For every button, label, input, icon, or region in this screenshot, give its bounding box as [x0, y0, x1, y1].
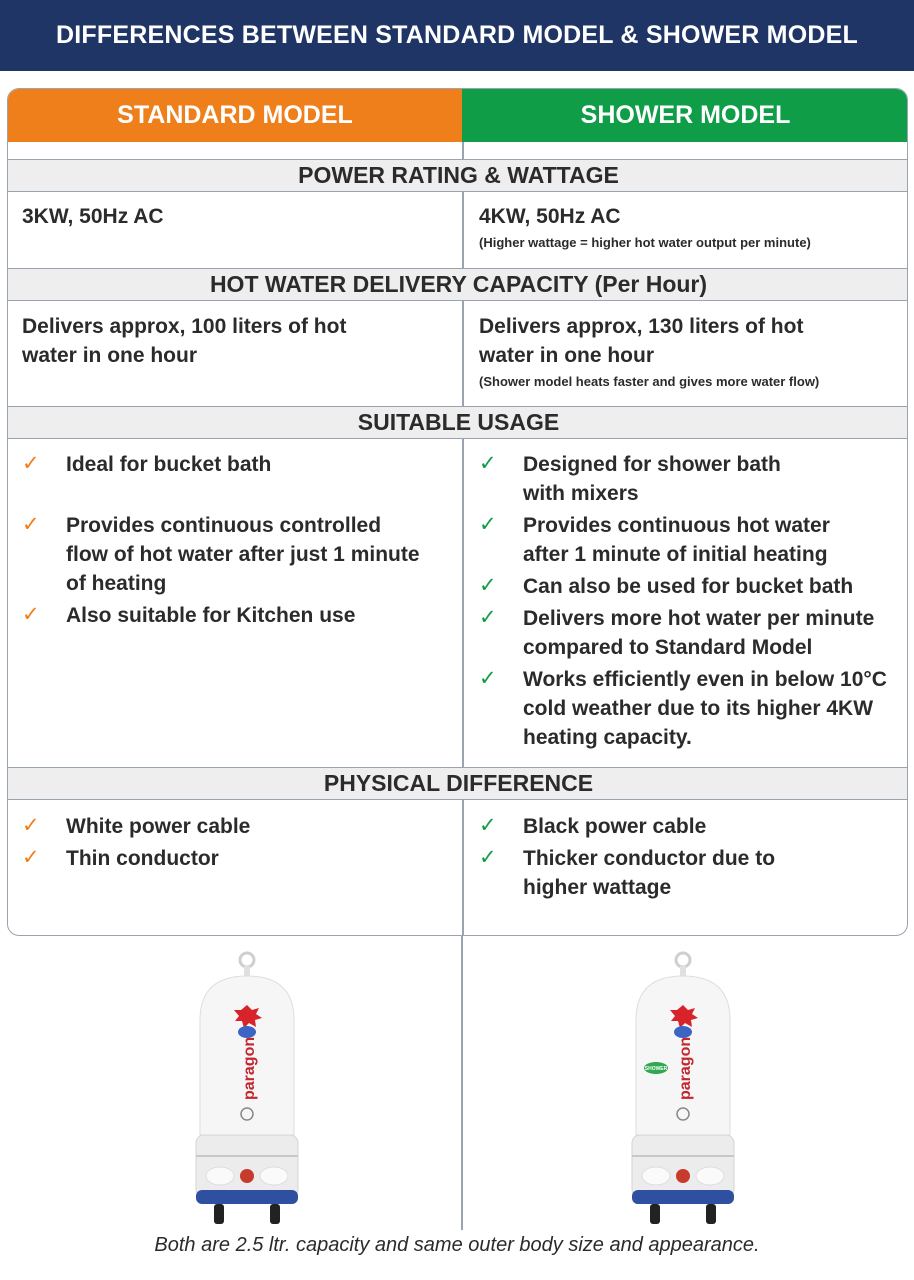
- item-text: Works efficiently even in below 10°C cold weather due to its higher 4KW heating capacity.: [523, 668, 887, 749]
- section-suitable-usage: [8, 406, 908, 439]
- item-text: Also suitable for Kitchen use: [66, 604, 356, 627]
- section-delivery-capacity: [8, 268, 908, 301]
- list-item: [479, 844, 799, 902]
- footer-caption: Both are 2.5 ltr. capacity and same outer body size and appearance.: [154, 1234, 760, 1256]
- shower-usage-list: [479, 450, 899, 752]
- item-text: Delivers more hot water per minute compared to Standard Model: [523, 607, 875, 659]
- list-item: [479, 604, 889, 662]
- check-icon: ✓: [479, 814, 497, 837]
- section-title: POWER RATING & WATTAGE: [298, 162, 619, 188]
- shower-heater-image: [628, 950, 738, 1230]
- check-icon: ✓: [479, 606, 497, 629]
- list-item: [479, 812, 899, 841]
- capacity-note: (Shower model heats faster and gives more water flow): [479, 374, 820, 389]
- shower-model-label: SHOWER MODEL: [580, 101, 791, 129]
- list-item: [22, 812, 454, 841]
- check-icon: ✓: [22, 814, 40, 837]
- check-icon: ✓: [22, 513, 40, 536]
- standard-capacity-value: [22, 312, 402, 370]
- shower-capacity-value: [479, 312, 859, 391]
- standard-usage-list: [22, 450, 454, 630]
- column-divider: [462, 301, 464, 407]
- check-icon: ✓: [479, 452, 497, 475]
- shower-model-header: [462, 89, 908, 142]
- list-item: [479, 450, 819, 508]
- shower-badge: SHOWER: [644, 1066, 668, 1072]
- check-icon: ✓: [22, 846, 40, 869]
- column-divider: [462, 800, 464, 936]
- standard-model-label: STANDARD MODEL: [117, 101, 353, 129]
- standard-model-header: [8, 89, 462, 142]
- check-icon: ✓: [479, 846, 497, 869]
- check-icon: ✓: [22, 452, 40, 475]
- image-column-divider: [461, 936, 463, 1230]
- power-note: (Higher wattage = higher hot water output per minute): [479, 235, 811, 250]
- item-text: Can also be used for bucket bath: [523, 575, 854, 598]
- item-text: Provides continuous hot water after 1 minute of initial heating: [523, 514, 830, 566]
- page-banner: [0, 0, 914, 71]
- section-power-rating: [8, 159, 908, 192]
- check-icon: ✓: [479, 667, 497, 690]
- page-title: DIFFERENCES BETWEEN STANDARD MODEL & SHOWER MODEL: [56, 21, 858, 49]
- section-title: HOT WATER DELIVERY CAPACITY (Per Hour): [209, 271, 708, 297]
- standard-power-value: [22, 202, 452, 231]
- item-text: Provides continuous controlled flow of hot water after just 1 minute of heating: [66, 514, 420, 595]
- check-icon: ✓: [479, 574, 497, 597]
- power-text: 3KW, 50Hz AC: [22, 205, 164, 228]
- shower-power-value: [479, 202, 899, 252]
- standard-physical-list: [22, 812, 454, 873]
- section-title: PHYSICAL DIFFERENCE: [323, 770, 594, 796]
- shower-physical-list: [479, 812, 899, 902]
- column-divider: [462, 142, 464, 160]
- list-item: [479, 572, 899, 601]
- capacity-text: Delivers approx, 100 liters of hot water in one hour: [22, 315, 347, 367]
- check-icon: ✓: [479, 513, 497, 536]
- brand-logo: paragon: [241, 1036, 258, 1100]
- section-physical-difference: [8, 767, 908, 800]
- standard-heater-image: [192, 950, 302, 1230]
- list-item: [22, 844, 454, 873]
- list-item: [22, 450, 454, 479]
- power-text: 4KW, 50Hz AC: [479, 205, 621, 228]
- list-item: [479, 665, 899, 752]
- check-icon: ✓: [22, 603, 40, 626]
- column-divider: [462, 439, 464, 768]
- item-text: Ideal for bucket bath: [66, 453, 272, 476]
- item-text: Designed for shower bath with mixers: [523, 453, 781, 505]
- list-item: [22, 601, 454, 630]
- item-text: Black power cable: [523, 815, 707, 838]
- item-text: Thicker conductor due to higher wattage: [523, 847, 776, 899]
- section-title: SUITABLE USAGE: [357, 409, 560, 435]
- list-item: [479, 511, 859, 569]
- comparison-table: [7, 88, 908, 936]
- column-divider: [462, 192, 464, 268]
- brand-logo: paragon: [677, 1036, 694, 1100]
- item-text: Thin conductor: [66, 847, 219, 870]
- item-text: White power cable: [66, 815, 251, 838]
- list-item: [22, 511, 422, 598]
- capacity-text: Delivers approx, 130 liters of hot water in one hour: [479, 315, 804, 367]
